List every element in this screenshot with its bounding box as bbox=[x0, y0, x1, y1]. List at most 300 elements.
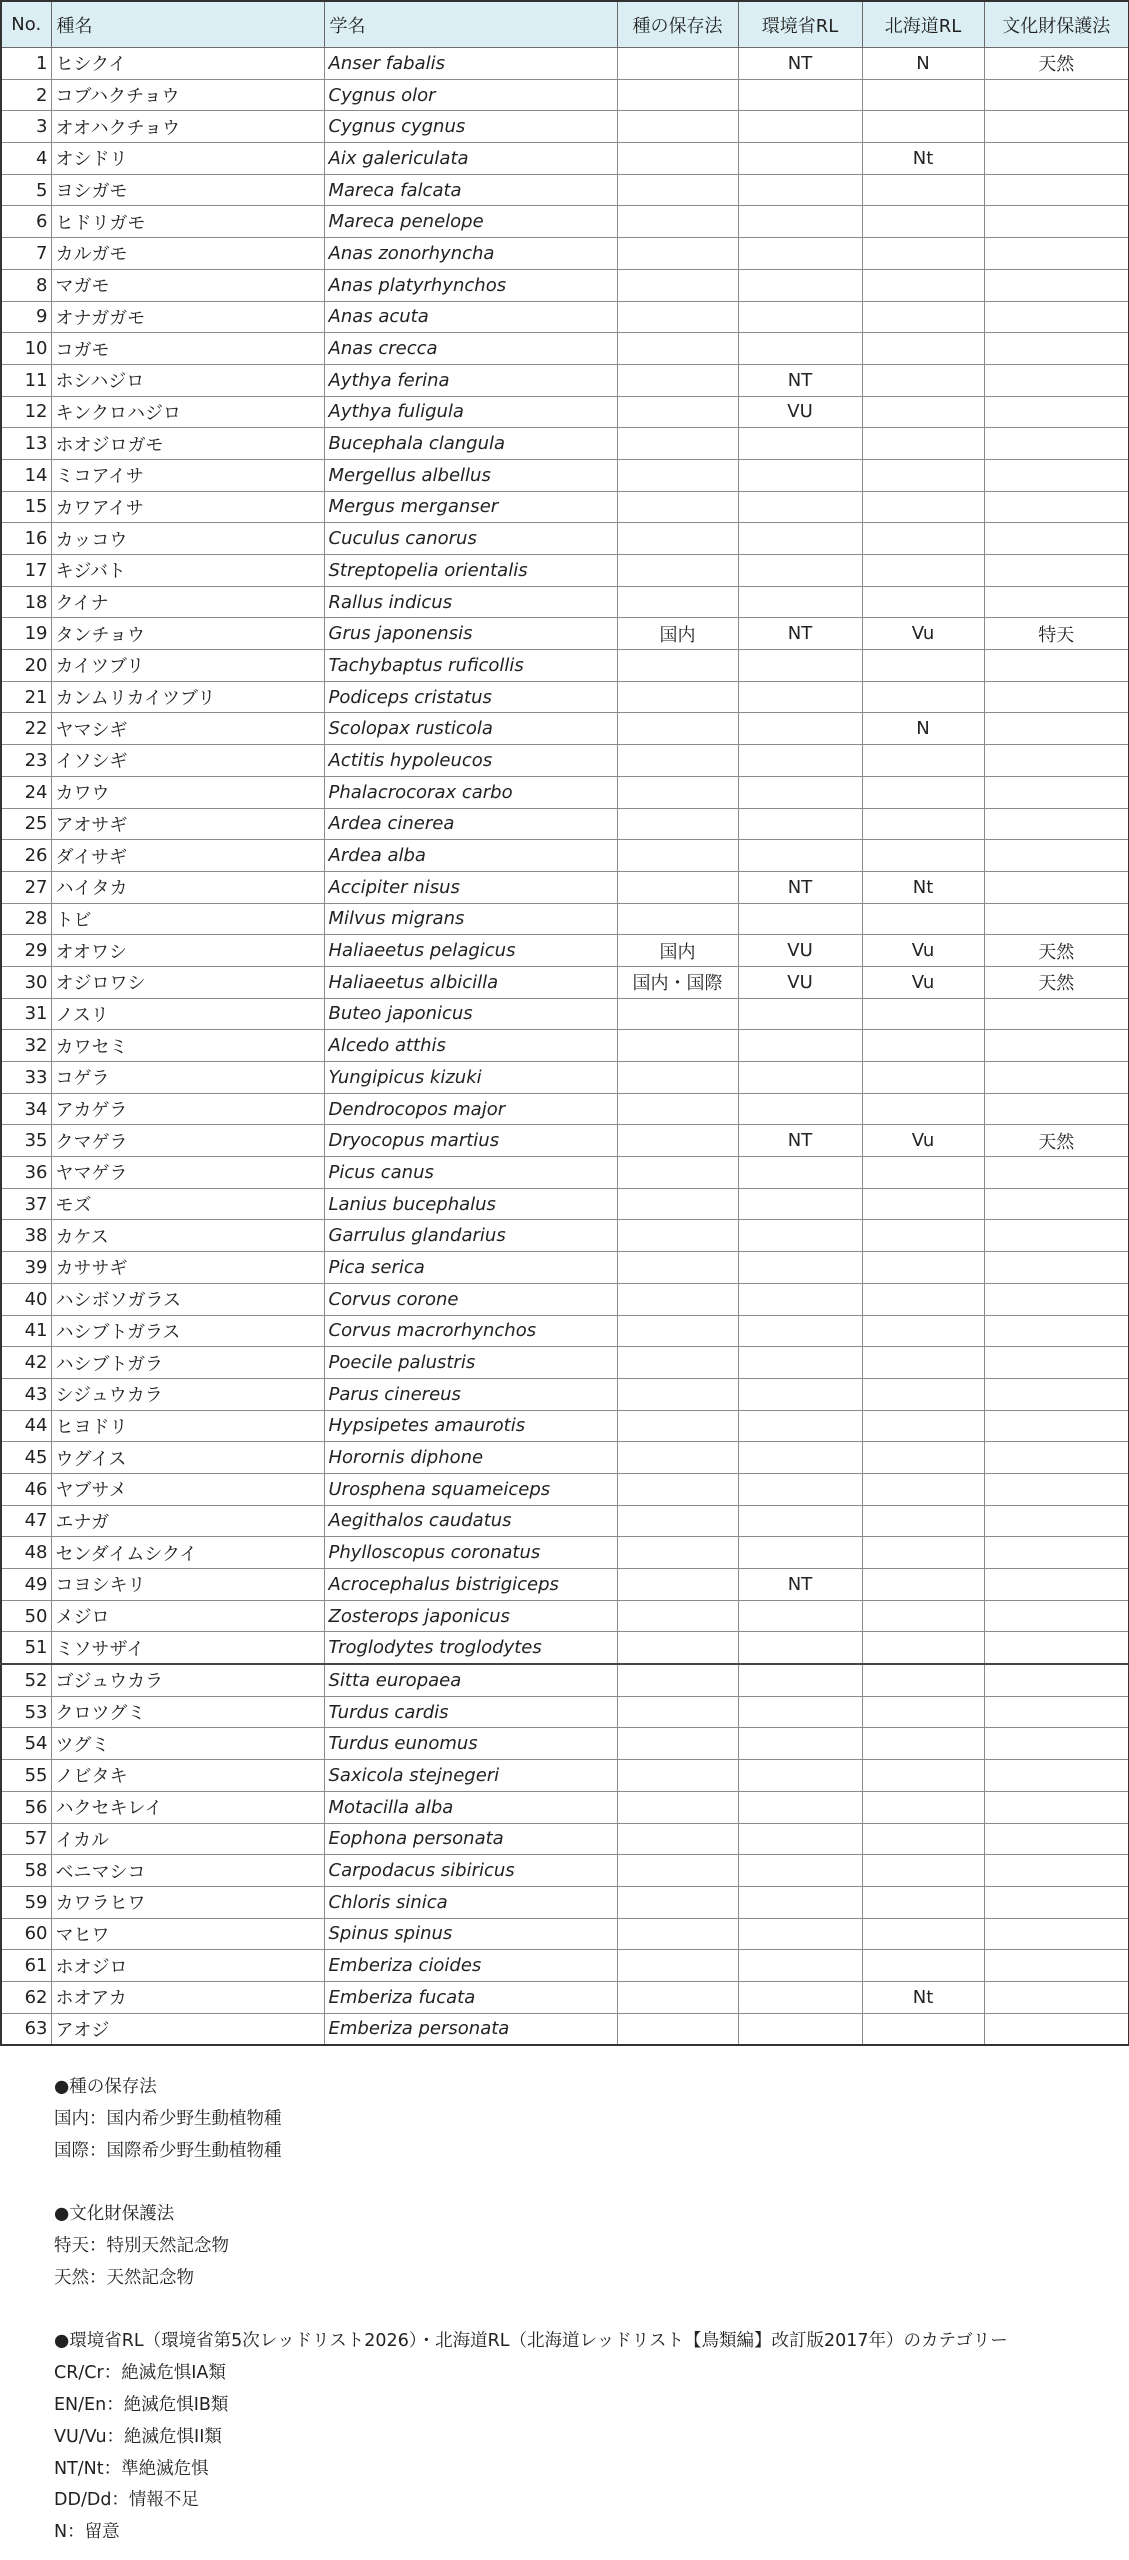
cell-env-redlist bbox=[738, 1220, 862, 1252]
table-row bbox=[1, 1855, 1129, 1887]
cell-species-name: ミソサザイ bbox=[51, 1632, 324, 1664]
cell-scientific-name: Urosphena squameiceps bbox=[324, 1473, 617, 1505]
cell-cultural-property-law bbox=[984, 333, 1129, 365]
cell-scientific-name: Rallus indicus bbox=[324, 586, 617, 618]
cell-scientific-name: Corvus corone bbox=[324, 1283, 617, 1315]
cell-cultural-property-law bbox=[984, 1664, 1129, 1696]
cell-scientific-name: Haliaeetus pelagicus bbox=[324, 935, 617, 967]
table-row bbox=[1, 1347, 1129, 1379]
cell-scientific-name: Turdus cardis bbox=[324, 1696, 617, 1728]
cell-env-redlist bbox=[738, 1157, 862, 1189]
cell-hokkaido-redlist bbox=[862, 1410, 984, 1442]
cell-cultural-property-law bbox=[984, 1378, 1129, 1410]
cell-hokkaido-redlist bbox=[862, 1378, 984, 1410]
cell-species-name: トビ bbox=[51, 903, 324, 935]
cell-no: 22 bbox=[1, 713, 51, 745]
cell-env-redlist bbox=[738, 238, 862, 270]
table-row bbox=[1, 1823, 1129, 1855]
cell-cultural-property-law bbox=[984, 269, 1129, 301]
cell-species-name: ダイサギ bbox=[51, 840, 324, 872]
table-row bbox=[1, 1791, 1129, 1823]
cell-hokkaido-redlist bbox=[862, 1347, 984, 1379]
header-hokkaido-redlist: 北海道RL bbox=[862, 1, 984, 48]
cell-cultural-property-law bbox=[984, 650, 1129, 682]
cell-no: 32 bbox=[1, 1030, 51, 1062]
cell-no: 45 bbox=[1, 1442, 51, 1474]
cell-cultural-property-law bbox=[984, 555, 1129, 587]
cell-conservation-law bbox=[617, 1093, 738, 1125]
cell-conservation-law bbox=[617, 1886, 738, 1918]
cell-conservation-law bbox=[617, 1664, 738, 1696]
cell-no: 25 bbox=[1, 808, 51, 840]
cell-scientific-name: Aix galericulata bbox=[324, 143, 617, 175]
cell-species-name: コブハクチョウ bbox=[51, 79, 324, 111]
cell-hokkaido-redlist: Nt bbox=[862, 871, 984, 903]
cell-cultural-property-law bbox=[984, 396, 1129, 428]
cell-hokkaido-redlist bbox=[862, 459, 984, 491]
header-no: No. bbox=[1, 1, 51, 48]
cell-cultural-property-law bbox=[984, 2013, 1129, 2045]
table-row bbox=[1, 1125, 1129, 1157]
cell-hokkaido-redlist bbox=[862, 301, 984, 333]
cell-no: 16 bbox=[1, 523, 51, 555]
cell-conservation-law bbox=[617, 871, 738, 903]
cell-hokkaido-redlist bbox=[862, 1537, 984, 1569]
cell-conservation-law bbox=[617, 301, 738, 333]
cell-cultural-property-law bbox=[984, 1950, 1129, 1982]
cell-hokkaido-redlist bbox=[862, 1918, 984, 1950]
cell-no: 29 bbox=[1, 935, 51, 967]
cell-hokkaido-redlist: Nt bbox=[862, 143, 984, 175]
cell-hokkaido-redlist bbox=[862, 269, 984, 301]
cell-scientific-name: Motacilla alba bbox=[324, 1791, 617, 1823]
cell-hokkaido-redlist bbox=[862, 1632, 984, 1664]
cell-no: 59 bbox=[1, 1886, 51, 1918]
cell-cultural-property-law bbox=[984, 1220, 1129, 1252]
cell-species-name: カササギ bbox=[51, 1252, 324, 1284]
cell-scientific-name: Chloris sinica bbox=[324, 1886, 617, 1918]
cell-env-redlist bbox=[738, 301, 862, 333]
cell-scientific-name: Picus canus bbox=[324, 1157, 617, 1189]
table-row bbox=[1, 745, 1129, 777]
notes-line: NT/Nt：準絶滅危惧 bbox=[54, 2458, 209, 2479]
cell-species-name: ハイタカ bbox=[51, 871, 324, 903]
cell-no: 46 bbox=[1, 1473, 51, 1505]
cell-hokkaido-redlist bbox=[862, 2013, 984, 2045]
cell-hokkaido-redlist bbox=[862, 745, 984, 777]
cell-hokkaido-redlist bbox=[862, 1442, 984, 1474]
notes-line: DD/Dd：情報不足 bbox=[54, 2490, 199, 2511]
cell-conservation-law bbox=[617, 1188, 738, 1220]
cell-no: 60 bbox=[1, 1918, 51, 1950]
cell-env-redlist bbox=[738, 998, 862, 1030]
cell-env-redlist bbox=[738, 1632, 862, 1664]
cell-hokkaido-redlist: N bbox=[862, 713, 984, 745]
cell-conservation-law bbox=[617, 143, 738, 175]
cell-env-redlist bbox=[738, 1093, 862, 1125]
cell-hokkaido-redlist bbox=[862, 1062, 984, 1094]
table-row bbox=[1, 459, 1129, 491]
cell-env-redlist bbox=[738, 1696, 862, 1728]
cell-cultural-property-law bbox=[984, 1600, 1129, 1632]
cell-species-name: オオハクチョウ bbox=[51, 111, 324, 143]
cell-no: 9 bbox=[1, 301, 51, 333]
cell-species-name: ホオジロ bbox=[51, 1950, 324, 1982]
cell-scientific-name: Buteo japonicus bbox=[324, 998, 617, 1030]
cell-conservation-law bbox=[617, 79, 738, 111]
cell-species-name: ヤマシギ bbox=[51, 713, 324, 745]
cell-cultural-property-law bbox=[984, 206, 1129, 238]
cell-scientific-name: Mareca falcata bbox=[324, 174, 617, 206]
header-species-name: 種名 bbox=[51, 1, 324, 48]
cell-hokkaido-redlist bbox=[862, 1473, 984, 1505]
cell-env-redlist bbox=[738, 1823, 862, 1855]
cell-no: 44 bbox=[1, 1410, 51, 1442]
table-row bbox=[1, 586, 1129, 618]
table-row bbox=[1, 1473, 1129, 1505]
cell-no: 38 bbox=[1, 1220, 51, 1252]
cell-species-name: オジロワシ bbox=[51, 966, 324, 998]
cell-conservation-law bbox=[617, 1760, 738, 1792]
table-row bbox=[1, 1315, 1129, 1347]
cell-hokkaido-redlist bbox=[862, 1728, 984, 1760]
cell-conservation-law bbox=[617, 396, 738, 428]
table-row bbox=[1, 1728, 1129, 1760]
cell-hokkaido-redlist bbox=[862, 555, 984, 587]
cell-conservation-law bbox=[617, 1030, 738, 1062]
cell-no: 3 bbox=[1, 111, 51, 143]
cell-cultural-property-law bbox=[984, 1569, 1129, 1601]
cell-no: 12 bbox=[1, 396, 51, 428]
cell-species-name: ハクセキレイ bbox=[51, 1791, 324, 1823]
cell-cultural-property-law bbox=[984, 1347, 1129, 1379]
table-row bbox=[1, 523, 1129, 555]
cell-hokkaido-redlist bbox=[862, 903, 984, 935]
cell-no: 35 bbox=[1, 1125, 51, 1157]
cell-env-redlist bbox=[738, 269, 862, 301]
cell-species-name: ノビタキ bbox=[51, 1760, 324, 1792]
cell-cultural-property-law bbox=[984, 998, 1129, 1030]
cell-cultural-property-law bbox=[984, 840, 1129, 872]
cell-cultural-property-law bbox=[984, 79, 1129, 111]
table-row bbox=[1, 1696, 1129, 1728]
cell-cultural-property-law bbox=[984, 586, 1129, 618]
cell-hokkaido-redlist bbox=[862, 174, 984, 206]
cell-conservation-law bbox=[617, 681, 738, 713]
cell-hokkaido-redlist bbox=[862, 1157, 984, 1189]
cell-hokkaido-redlist bbox=[862, 1886, 984, 1918]
cell-conservation-law bbox=[617, 1981, 738, 2013]
cell-species-name: ベニマシコ bbox=[51, 1855, 324, 1887]
table-row bbox=[1, 1600, 1129, 1632]
cell-hokkaido-redlist bbox=[862, 681, 984, 713]
cell-env-redlist: NT bbox=[738, 364, 862, 396]
cell-species-name: コゲラ bbox=[51, 1062, 324, 1094]
table-row bbox=[1, 1505, 1129, 1537]
cell-hokkaido-redlist bbox=[862, 1505, 984, 1537]
cell-env-redlist bbox=[738, 1855, 862, 1887]
cell-conservation-law bbox=[617, 1473, 738, 1505]
cell-scientific-name: Zosterops japonicus bbox=[324, 1600, 617, 1632]
table-row bbox=[1, 681, 1129, 713]
notes-line: CR/Cr：絶滅危惧IA類 bbox=[54, 2363, 226, 2384]
cell-conservation-law bbox=[617, 1918, 738, 1950]
cell-hokkaido-redlist bbox=[862, 364, 984, 396]
cell-scientific-name: Grus japonensis bbox=[324, 618, 617, 650]
cell-conservation-law bbox=[617, 1157, 738, 1189]
cell-cultural-property-law bbox=[984, 1728, 1129, 1760]
cell-conservation-law bbox=[617, 555, 738, 587]
cell-no: 2 bbox=[1, 79, 51, 111]
cell-env-redlist bbox=[738, 1537, 862, 1569]
cell-conservation-law bbox=[617, 333, 738, 365]
table-row bbox=[1, 1410, 1129, 1442]
cell-hokkaido-redlist bbox=[862, 1855, 984, 1887]
cell-species-name: カルガモ bbox=[51, 238, 324, 270]
cell-no: 21 bbox=[1, 681, 51, 713]
cell-hokkaido-redlist bbox=[862, 840, 984, 872]
cell-scientific-name: Saxicola stejnegeri bbox=[324, 1760, 617, 1792]
cell-no: 39 bbox=[1, 1252, 51, 1284]
cell-env-redlist bbox=[738, 586, 862, 618]
cell-env-redlist bbox=[738, 713, 862, 745]
cell-scientific-name: Troglodytes troglodytes bbox=[324, 1632, 617, 1664]
cell-conservation-law: 国内 bbox=[617, 618, 738, 650]
cell-species-name: ホオジロガモ bbox=[51, 428, 324, 460]
table-row bbox=[1, 1632, 1129, 1664]
cell-scientific-name: Pica serica bbox=[324, 1252, 617, 1284]
cell-scientific-name: Parus cinereus bbox=[324, 1378, 617, 1410]
cell-cultural-property-law bbox=[984, 1791, 1129, 1823]
cell-env-redlist bbox=[738, 111, 862, 143]
cell-env-redlist bbox=[738, 428, 862, 460]
cell-species-name: ヤブサメ bbox=[51, 1473, 324, 1505]
table-row bbox=[1, 238, 1129, 270]
cell-scientific-name: Aegithalos caudatus bbox=[324, 1505, 617, 1537]
cell-scientific-name: Turdus eunomus bbox=[324, 1728, 617, 1760]
cell-cultural-property-law bbox=[984, 1696, 1129, 1728]
cell-cultural-property-law bbox=[984, 1886, 1129, 1918]
cell-conservation-law bbox=[617, 523, 738, 555]
table-row bbox=[1, 143, 1129, 175]
cell-no: 54 bbox=[1, 1728, 51, 1760]
cell-no: 47 bbox=[1, 1505, 51, 1537]
cell-conservation-law bbox=[617, 1823, 738, 1855]
header-conservation-law: 種の保存法 bbox=[617, 1, 738, 48]
cell-no: 24 bbox=[1, 776, 51, 808]
cell-env-redlist bbox=[738, 523, 862, 555]
table-row bbox=[1, 333, 1129, 365]
table-row bbox=[1, 174, 1129, 206]
cell-env-redlist bbox=[738, 808, 862, 840]
cell-cultural-property-law bbox=[984, 713, 1129, 745]
cell-no: 26 bbox=[1, 840, 51, 872]
cell-hokkaido-redlist: Vu bbox=[862, 1125, 984, 1157]
cell-env-redlist: NT bbox=[738, 871, 862, 903]
cell-species-name: ヤマゲラ bbox=[51, 1157, 324, 1189]
cell-scientific-name: Podiceps cristatus bbox=[324, 681, 617, 713]
cell-scientific-name: Haliaeetus albicilla bbox=[324, 966, 617, 998]
cell-hokkaido-redlist: Nt bbox=[862, 1981, 984, 2013]
cell-cultural-property-law bbox=[984, 1505, 1129, 1537]
cell-conservation-law bbox=[617, 1283, 738, 1315]
cell-hokkaido-redlist bbox=[862, 1791, 984, 1823]
cell-env-redlist: NT bbox=[738, 618, 862, 650]
cell-species-name: カケス bbox=[51, 1220, 324, 1252]
cell-env-redlist bbox=[738, 903, 862, 935]
notes-spacer bbox=[54, 2295, 1008, 2327]
cell-no: 52 bbox=[1, 1664, 51, 1696]
cell-hokkaido-redlist bbox=[862, 238, 984, 270]
cell-no: 31 bbox=[1, 998, 51, 1030]
cell-no: 23 bbox=[1, 745, 51, 777]
cell-scientific-name: Cuculus canorus bbox=[324, 523, 617, 555]
cell-hokkaido-redlist: Vu bbox=[862, 935, 984, 967]
cell-cultural-property-law bbox=[984, 238, 1129, 270]
cell-conservation-law bbox=[617, 174, 738, 206]
cell-no: 7 bbox=[1, 238, 51, 270]
cell-no: 53 bbox=[1, 1696, 51, 1728]
cell-conservation-law bbox=[617, 1442, 738, 1474]
cell-species-name: カワセミ bbox=[51, 1030, 324, 1062]
cell-no: 10 bbox=[1, 333, 51, 365]
cell-conservation-law bbox=[617, 998, 738, 1030]
cell-env-redlist bbox=[738, 1728, 862, 1760]
cell-no: 17 bbox=[1, 555, 51, 587]
cell-no: 18 bbox=[1, 586, 51, 618]
cell-cultural-property-law bbox=[984, 1981, 1129, 2013]
cell-hokkaido-redlist bbox=[862, 1030, 984, 1062]
cell-conservation-law bbox=[617, 1569, 738, 1601]
notes-line: N：留意 bbox=[54, 2522, 120, 2543]
cell-hokkaido-redlist bbox=[862, 1569, 984, 1601]
cell-conservation-law bbox=[617, 459, 738, 491]
cell-scientific-name: Phalacrocorax carbo bbox=[324, 776, 617, 808]
cell-no: 15 bbox=[1, 491, 51, 523]
table-row bbox=[1, 1537, 1129, 1569]
cell-hokkaido-redlist bbox=[862, 396, 984, 428]
cell-hokkaido-redlist: Vu bbox=[862, 618, 984, 650]
cell-species-name: オシドリ bbox=[51, 143, 324, 175]
cell-env-redlist bbox=[738, 491, 862, 523]
notes-spacer bbox=[54, 2167, 1008, 2199]
cell-hokkaido-redlist: Vu bbox=[862, 966, 984, 998]
table-row bbox=[1, 618, 1129, 650]
cell-env-redlist bbox=[738, 206, 862, 238]
cell-scientific-name: Anas crecca bbox=[324, 333, 617, 365]
cell-conservation-law bbox=[617, 1696, 738, 1728]
cell-no: 51 bbox=[1, 1632, 51, 1664]
cell-scientific-name: Anser fabalis bbox=[324, 48, 617, 80]
table-row bbox=[1, 840, 1129, 872]
cell-conservation-law bbox=[617, 1378, 738, 1410]
cell-cultural-property-law bbox=[984, 1632, 1129, 1664]
table-row bbox=[1, 1093, 1129, 1125]
cell-no: 50 bbox=[1, 1600, 51, 1632]
cell-species-name: メジロ bbox=[51, 1600, 324, 1632]
cell-species-name: カワアイサ bbox=[51, 491, 324, 523]
cell-cultural-property-law bbox=[984, 174, 1129, 206]
cell-env-redlist bbox=[738, 1252, 862, 1284]
cell-conservation-law bbox=[617, 111, 738, 143]
cell-cultural-property-law bbox=[984, 143, 1129, 175]
cell-conservation-law bbox=[617, 269, 738, 301]
cell-cultural-property-law bbox=[984, 903, 1129, 935]
table-row bbox=[1, 1981, 1129, 2013]
cell-cultural-property-law: 天然 bbox=[984, 935, 1129, 967]
cell-env-redlist bbox=[738, 2013, 862, 2045]
cell-species-name: アオサギ bbox=[51, 808, 324, 840]
cell-env-redlist: NT bbox=[738, 48, 862, 80]
cell-scientific-name: Cygnus olor bbox=[324, 79, 617, 111]
cell-species-name: カワウ bbox=[51, 776, 324, 808]
cell-scientific-name: Corvus macrorhynchos bbox=[324, 1315, 617, 1347]
table-row bbox=[1, 2013, 1129, 2045]
table-row bbox=[1, 79, 1129, 111]
cell-scientific-name: Dendrocopos major bbox=[324, 1093, 617, 1125]
cell-species-name: イソシギ bbox=[51, 745, 324, 777]
cell-cultural-property-law bbox=[984, 745, 1129, 777]
cell-hokkaido-redlist bbox=[862, 650, 984, 682]
cell-species-name: カイツブリ bbox=[51, 650, 324, 682]
cell-env-redlist: VU bbox=[738, 966, 862, 998]
cell-no: 37 bbox=[1, 1188, 51, 1220]
header-cultural-property-law: 文化財保護法 bbox=[984, 1, 1129, 48]
cell-cultural-property-law bbox=[984, 808, 1129, 840]
cell-conservation-law bbox=[617, 1728, 738, 1760]
cell-hokkaido-redlist bbox=[862, 1093, 984, 1125]
cell-no: 63 bbox=[1, 2013, 51, 2045]
cell-species-name: ゴジュウカラ bbox=[51, 1664, 324, 1696]
cell-conservation-law bbox=[617, 808, 738, 840]
cell-cultural-property-law bbox=[984, 776, 1129, 808]
cell-species-name: ツグミ bbox=[51, 1728, 324, 1760]
cell-hokkaido-redlist bbox=[862, 523, 984, 555]
cell-hokkaido-redlist: N bbox=[862, 48, 984, 80]
cell-env-redlist bbox=[738, 840, 862, 872]
cell-conservation-law bbox=[617, 1632, 738, 1664]
notes-heading: ●種の保存法 bbox=[54, 2077, 157, 2097]
cell-hokkaido-redlist bbox=[862, 79, 984, 111]
cell-species-name: ホシハジロ bbox=[51, 364, 324, 396]
cell-species-name: イカル bbox=[51, 1823, 324, 1855]
cell-conservation-law bbox=[617, 1855, 738, 1887]
cell-no: 4 bbox=[1, 143, 51, 175]
cell-hokkaido-redlist bbox=[862, 1283, 984, 1315]
cell-hokkaido-redlist bbox=[862, 111, 984, 143]
cell-conservation-law bbox=[617, 48, 738, 80]
notes-line: 特天：特別天然記念物 bbox=[54, 2235, 229, 2256]
cell-no: 13 bbox=[1, 428, 51, 460]
cell-env-redlist bbox=[738, 650, 862, 682]
cell-species-name: ヨシガモ bbox=[51, 174, 324, 206]
cell-species-name: カワラヒワ bbox=[51, 1886, 324, 1918]
cell-cultural-property-law: 天然 bbox=[984, 1125, 1129, 1157]
cell-env-redlist bbox=[738, 1918, 862, 1950]
cell-no: 61 bbox=[1, 1950, 51, 1982]
cell-no: 30 bbox=[1, 966, 51, 998]
cell-cultural-property-law bbox=[984, 681, 1129, 713]
table-row bbox=[1, 1062, 1129, 1094]
cell-scientific-name: Anas acuta bbox=[324, 301, 617, 333]
cell-scientific-name: Emberiza personata bbox=[324, 2013, 617, 2045]
table-row bbox=[1, 650, 1129, 682]
cell-env-redlist bbox=[738, 1505, 862, 1537]
cell-conservation-law: 国内・国際 bbox=[617, 966, 738, 998]
cell-no: 58 bbox=[1, 1855, 51, 1887]
cell-no: 43 bbox=[1, 1378, 51, 1410]
cell-no: 14 bbox=[1, 459, 51, 491]
